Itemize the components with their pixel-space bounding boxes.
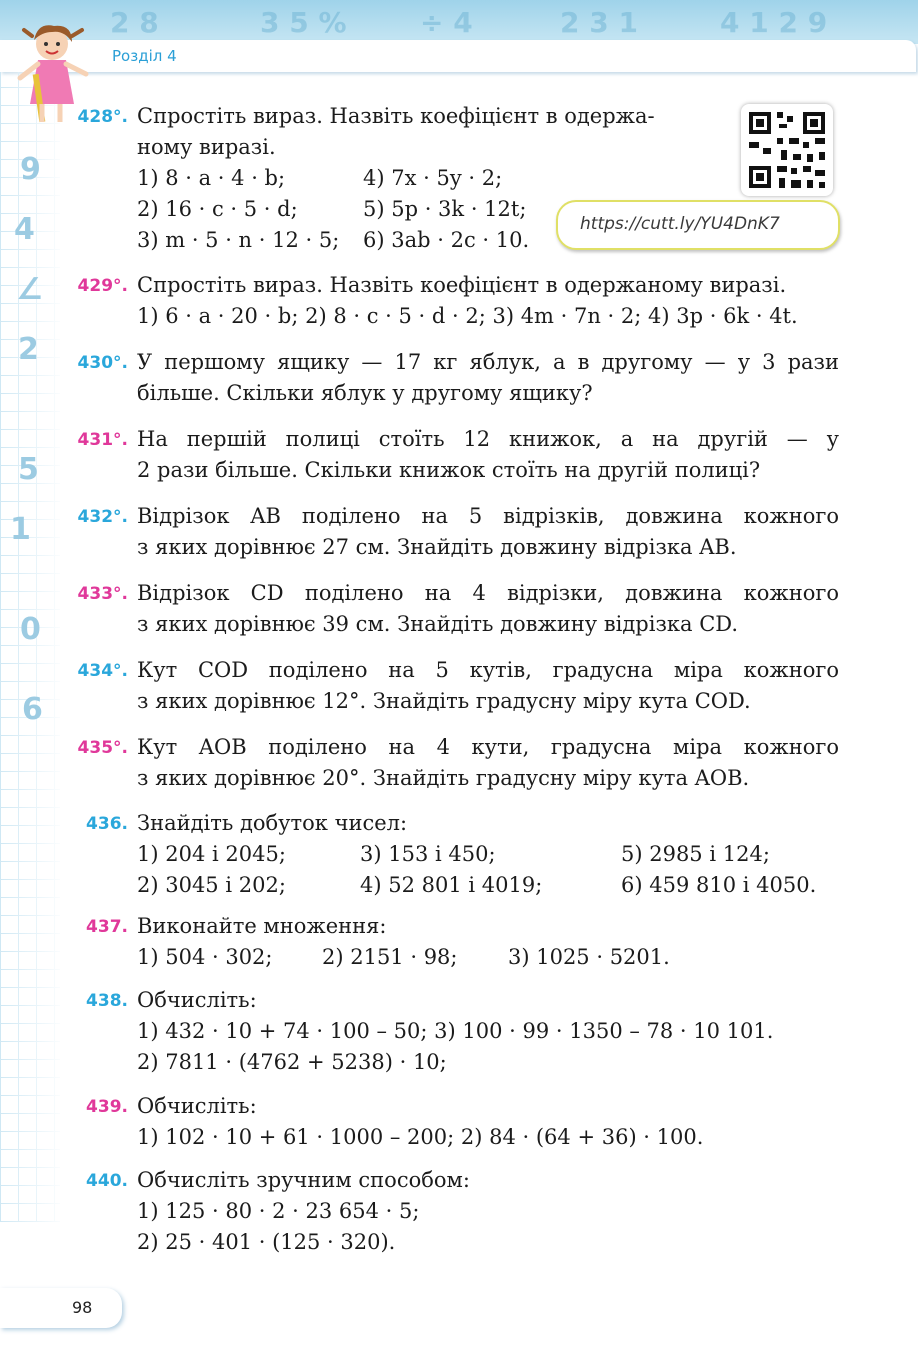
top-decorative-band: 2 8 3 5 % ÷ 4 2 3 1 4 1 2 9 — [0, 0, 918, 44]
exercise-text: більше. Скільки яблук у другому ящику? — [137, 381, 593, 405]
exercise-text: Відрізок CD поділено на 4 відрізки, довжина кожного — [137, 581, 839, 605]
exercise-text: Знайдіть добуток чисел: — [137, 811, 408, 835]
exercise-number: 438. — [86, 991, 128, 1011]
exercise-text: Кут AOB поділено на 4 кути, градусна міра кожного — [137, 735, 839, 759]
exercise-text: 2) 25 · 401 · (125 · 320). — [137, 1230, 396, 1254]
exercise-item: 2) 2151 · 98; — [322, 945, 458, 969]
exercise-number: 434°. — [77, 661, 128, 681]
exercise-text: 2) 7811 · (4762 + 5238) · 10; — [137, 1050, 447, 1074]
exercise-number: 432°. — [77, 507, 128, 527]
exercise-number: 433°. — [77, 584, 128, 604]
exercise-number: 440. — [86, 1171, 128, 1191]
exercise-item: 2) 3045 і 202; — [137, 873, 286, 897]
page-number: 98 — [72, 1298, 93, 1317]
exercise-text: Спростіть вираз. Назвіть коефіцієнт в одержаному виразі. — [137, 273, 787, 297]
exercise-item: 3) 153 і 450; — [360, 842, 496, 866]
exercise-item: 1) 204 і 2045; — [137, 842, 286, 866]
exercise-number: 437. — [86, 917, 128, 937]
exercise-number: 436. — [86, 814, 128, 834]
exercise-item: 1) 504 · 302; — [137, 945, 273, 969]
qr-code-icon[interactable] — [741, 104, 833, 196]
exercise-text: Відрізок AB поділено на 5 відрізків, довжина кожного — [137, 504, 839, 528]
exercise-item: 4) 7x · 5y · 2; — [363, 166, 503, 190]
qr-link-text[interactable]: https://cutt.ly/YU4DnK7 — [580, 214, 780, 234]
exercise-text: Обчисліть: — [137, 1094, 257, 1118]
section-title: Розділ 4 — [112, 47, 177, 65]
left-decorative-band: 9 4 ∠ 2 5 1 0 6 — [0, 72, 60, 1222]
exercise-text: Виконайте множення: — [137, 914, 387, 938]
exercise-number: 429°. — [77, 276, 128, 296]
exercise-number: 439. — [86, 1097, 128, 1117]
exercise-item: 5) 5p · 3k · 12t; — [363, 197, 527, 221]
exercise-text: з яких дорівнює 20°. Знайдіть градусну міру кута AOB. — [137, 766, 750, 790]
exercise-text: На першій полиці стоїть 12 книжок, а на другій — у — [137, 427, 839, 451]
qr-link-box[interactable] — [556, 200, 840, 250]
exercise-item: 3) 1025 · 5201. — [508, 945, 670, 969]
exercise-item: 1) 8 · a · 4 · b; — [137, 166, 286, 190]
section-header — [0, 40, 916, 72]
exercise-text: Кут COD поділено на 5 кутів, градусна міра кожного — [137, 658, 839, 682]
exercise-item: 2) 16 · c · 5 · d; — [137, 197, 298, 221]
exercise-text: Обчисліть: — [137, 988, 257, 1012]
exercise-item: 6) 459 810 і 4050. — [621, 873, 817, 897]
exercise-text: Обчисліть зручним способом: — [137, 1168, 470, 1192]
exercise-number: 430°. — [77, 353, 128, 373]
exercise-text: Спростіть вираз. Назвіть коефіцієнт в одержа- — [137, 104, 655, 128]
exercise-text: 1) 6 · a · 20 · b; 2) 8 · c · 5 · d · 2; 3) 4m · 7n · 2; 4) 3p · 6k · 4t. — [137, 304, 798, 328]
exercise-item: 5) 2985 і 124; — [621, 842, 770, 866]
exercise-item: 6) 3ab · 2c · 10. — [363, 228, 530, 252]
exercise-text: 1) 102 · 10 + 61 · 1000 – 200; 2) 84 · (64 + 36) · 100. — [137, 1125, 704, 1149]
exercise-number: 428°. — [77, 107, 128, 127]
exercise-number: 431°. — [77, 430, 128, 450]
exercise-text: У першому ящику — 17 кг яблук, а в другому — у 3 рази — [137, 350, 839, 374]
page-number-tab — [0, 1288, 122, 1328]
exercise-text: з яких дорівнює 12°. Знайдіть градусну міру кута COD. — [137, 689, 751, 713]
exercise-text: ному виразі. — [137, 135, 276, 159]
exercise-text: 2 рази більше. Скільки книжок стоїть на другій полиці? — [137, 458, 761, 482]
exercise-text: 1) 125 · 80 · 2 · 23 654 · 5; — [137, 1199, 420, 1223]
exercise-item: 3) m · 5 · n · 12 · 5; — [137, 228, 340, 252]
exercise-text: з яких дорівнює 39 см. Знайдіть довжину відрізка CD. — [137, 612, 739, 636]
exercise-number: 435°. — [77, 738, 128, 758]
exercise-text: 1) 432 · 10 + 74 · 100 – 50; 3) 100 · 99 · 1350 – 78 · 10 101. — [137, 1019, 774, 1043]
exercise-text: з яких дорівнює 27 см. Знайдіть довжину відрізка AB. — [137, 535, 737, 559]
exercise-item: 4) 52 801 і 4019; — [360, 873, 543, 897]
